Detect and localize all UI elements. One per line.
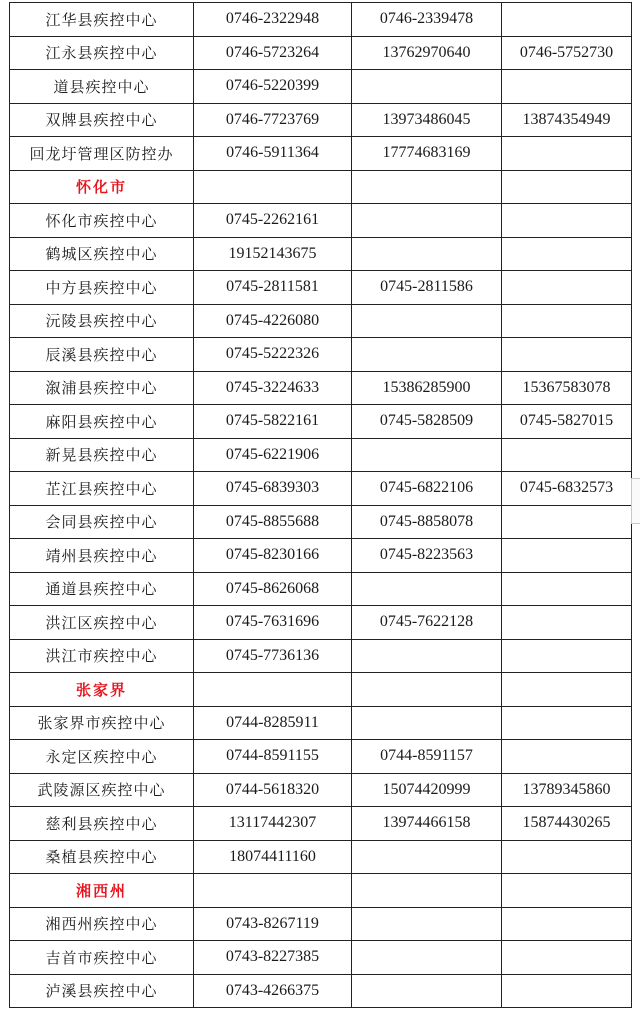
phone-cell-1: 0745-8855688 (194, 505, 352, 539)
agency-name-cell: 中方县疾控中心 (10, 271, 194, 305)
phone-cell-1: 0746-2322948 (194, 3, 352, 37)
phone-cell-2 (352, 907, 502, 941)
phone-cell-1 (194, 673, 352, 707)
table-row (10, 271, 632, 305)
phone-cell-1: 0743-4266375 (194, 974, 352, 1008)
agency-name-cell: 沅陵县疾控中心 (10, 304, 194, 338)
phone-cell-2 (352, 572, 502, 606)
phone-cell-3 (502, 70, 632, 104)
agency-name-cell: 新晃县疾控中心 (10, 438, 194, 472)
phone-cell-3 (502, 974, 632, 1008)
phone-cell-2: 0745-5828509 (352, 405, 502, 439)
phone-cell-3: 15367583078 (502, 371, 632, 405)
table-row (10, 472, 632, 506)
phone-cell-1: 0745-2262161 (194, 204, 352, 238)
agency-name-cell: 湘西州疾控中心 (10, 907, 194, 941)
phone-cell-1: 0744-5618320 (194, 773, 352, 807)
table-row (10, 706, 632, 740)
table-row (10, 438, 632, 472)
agency-name-cell: 芷江县疾控中心 (10, 472, 194, 506)
agency-name-cell: 江华县疾控中心 (10, 3, 194, 37)
agency-name-cell: 辰溪县疾控中心 (10, 338, 194, 372)
phone-cell-2 (352, 874, 502, 908)
phone-cell-2 (352, 438, 502, 472)
table-row (10, 974, 632, 1008)
table-row (10, 606, 632, 640)
phone-cell-1: 0745-6221906 (194, 438, 352, 472)
phone-cell-1: 0744-8285911 (194, 706, 352, 740)
agency-name-cell: 洪江区疾控中心 (10, 606, 194, 640)
phone-cell-2: 15074420999 (352, 773, 502, 807)
table-row (10, 204, 632, 238)
phone-cell-1: 0745-6839303 (194, 472, 352, 506)
table-row (10, 572, 632, 606)
phone-cell-2: 0745-8223563 (352, 539, 502, 573)
table-row (10, 137, 632, 171)
region-name-cell: 湘西州 (10, 874, 194, 908)
phone-cell-3 (502, 137, 632, 171)
phone-cell-3 (502, 237, 632, 271)
agency-name-cell: 张家界市疾控中心 (10, 706, 194, 740)
phone-cell-1: 0745-7631696 (194, 606, 352, 640)
phone-cell-2: 15386285900 (352, 371, 502, 405)
table-row (10, 3, 632, 37)
table-row (10, 539, 632, 573)
agency-name-cell: 双牌县疾控中心 (10, 103, 194, 137)
agency-name-cell: 吉首市疾控中心 (10, 941, 194, 975)
agency-name-cell: 麻阳县疾控中心 (10, 405, 194, 439)
table-row (10, 505, 632, 539)
phone-cell-2: 0744-8591157 (352, 740, 502, 774)
agency-name-cell: 怀化市疾控中心 (10, 204, 194, 238)
phone-cell-1: 0745-3224633 (194, 371, 352, 405)
phone-cell-3 (502, 606, 632, 640)
phone-cell-3 (502, 874, 632, 908)
phone-cell-3 (502, 740, 632, 774)
phone-cell-3 (502, 271, 632, 305)
phone-cell-1 (194, 874, 352, 908)
phone-cell-3 (502, 907, 632, 941)
phone-cell-2: 0746-2339478 (352, 3, 502, 37)
agency-name-cell: 洪江市疾控中心 (10, 639, 194, 673)
phone-cell-2 (352, 170, 502, 204)
agency-name-cell: 回龙圩管理区防控办 (10, 137, 194, 171)
phone-cell-2: 13973486045 (352, 103, 502, 137)
table-row (10, 36, 632, 70)
phone-cell-1: 0745-8626068 (194, 572, 352, 606)
phone-cell-1: 0745-4226080 (194, 304, 352, 338)
table-row (10, 941, 632, 975)
phone-cell-3 (502, 840, 632, 874)
phone-cell-3: 15874430265 (502, 807, 632, 841)
agency-name-cell: 靖州县疾控中心 (10, 539, 194, 573)
phone-cell-2 (352, 673, 502, 707)
phone-cell-2 (352, 237, 502, 271)
phone-cell-3: 13789345860 (502, 773, 632, 807)
phone-cell-3: 0745-5827015 (502, 405, 632, 439)
agency-name-cell: 慈利县疾控中心 (10, 807, 194, 841)
table-row (10, 907, 632, 941)
phone-cell-1: 0745-7736136 (194, 639, 352, 673)
agency-name-cell: 桑植县疾控中心 (10, 840, 194, 874)
phone-cell-3 (502, 539, 632, 573)
phone-cell-2: 0745-8858078 (352, 505, 502, 539)
phone-cell-2: 0745-2811586 (352, 271, 502, 305)
phone-cell-1: 0746-5723264 (194, 36, 352, 70)
phone-cell-2 (352, 974, 502, 1008)
phone-cell-1: 0745-2811581 (194, 271, 352, 305)
phone-cell-3 (502, 706, 632, 740)
cdc-contact-table (9, 2, 632, 1008)
phone-cell-1: 0745-8230166 (194, 539, 352, 573)
agency-name-cell: 道县疾控中心 (10, 70, 194, 104)
table-row (10, 840, 632, 874)
phone-cell-1: 0746-7723769 (194, 103, 352, 137)
phone-cell-2 (352, 941, 502, 975)
table-row (10, 338, 632, 372)
phone-cell-1: 18074411160 (194, 840, 352, 874)
agency-name-cell: 会同县疾控中心 (10, 505, 194, 539)
agency-name-cell: 永定区疾控中心 (10, 740, 194, 774)
table-row (10, 371, 632, 405)
agency-name-cell: 武陵源区疾控中心 (10, 773, 194, 807)
phone-cell-3 (502, 941, 632, 975)
phone-cell-2 (352, 639, 502, 673)
table-row (10, 807, 632, 841)
phone-cell-3 (502, 3, 632, 37)
phone-cell-3 (502, 572, 632, 606)
phone-cell-3 (502, 338, 632, 372)
table-row (10, 639, 632, 673)
region-header-row (10, 874, 632, 908)
phone-cell-2: 17774683169 (352, 137, 502, 171)
region-name-cell: 张家界 (10, 673, 194, 707)
phone-cell-3 (502, 673, 632, 707)
table-row (10, 740, 632, 774)
agency-name-cell: 溆浦县疾控中心 (10, 371, 194, 405)
region-header-row (10, 673, 632, 707)
phone-cell-2 (352, 338, 502, 372)
table-row (10, 237, 632, 271)
phone-cell-3: 0745-6832573 (502, 472, 632, 506)
phone-cell-1: 13117442307 (194, 807, 352, 841)
region-header-row (10, 170, 632, 204)
phone-cell-3: 0746-5752730 (502, 36, 632, 70)
phone-cell-1 (194, 170, 352, 204)
phone-cell-1: 0745-5822161 (194, 405, 352, 439)
phone-cell-1: 19152143675 (194, 237, 352, 271)
phone-cell-1: 0744-8591155 (194, 740, 352, 774)
region-name-cell: 怀化市 (10, 170, 194, 204)
table-body (10, 3, 632, 1008)
phone-cell-1: 0745-5222326 (194, 338, 352, 372)
phone-cell-3 (502, 170, 632, 204)
agency-name-cell: 鹤城区疾控中心 (10, 237, 194, 271)
phone-cell-1: 0743-8227385 (194, 941, 352, 975)
phone-cell-3 (502, 639, 632, 673)
phone-cell-2: 0745-6822106 (352, 472, 502, 506)
phone-cell-2: 13762970640 (352, 36, 502, 70)
phone-cell-2 (352, 706, 502, 740)
phone-cell-2: 0745-7622128 (352, 606, 502, 640)
phone-cell-2 (352, 840, 502, 874)
phone-cell-2 (352, 70, 502, 104)
phone-cell-2 (352, 304, 502, 338)
phone-cell-3 (502, 505, 632, 539)
agency-name-cell: 通道县疾控中心 (10, 572, 194, 606)
phone-cell-2 (352, 204, 502, 238)
phone-cell-3 (502, 438, 632, 472)
phone-cell-3 (502, 204, 632, 238)
phone-cell-3: 13874354949 (502, 103, 632, 137)
agency-name-cell: 江永县疾控中心 (10, 36, 194, 70)
table-row (10, 70, 632, 104)
phone-cell-1: 0746-5220399 (194, 70, 352, 104)
table-row (10, 103, 632, 137)
table-row (10, 773, 632, 807)
page-edge-handle (631, 478, 640, 524)
table-row (10, 304, 632, 338)
agency-name-cell: 泸溪县疾控中心 (10, 974, 194, 1008)
phone-cell-1: 0746-5911364 (194, 137, 352, 171)
phone-cell-1: 0743-8267119 (194, 907, 352, 941)
table-row (10, 405, 632, 439)
phone-cell-2: 13974466158 (352, 807, 502, 841)
phone-cell-3 (502, 304, 632, 338)
